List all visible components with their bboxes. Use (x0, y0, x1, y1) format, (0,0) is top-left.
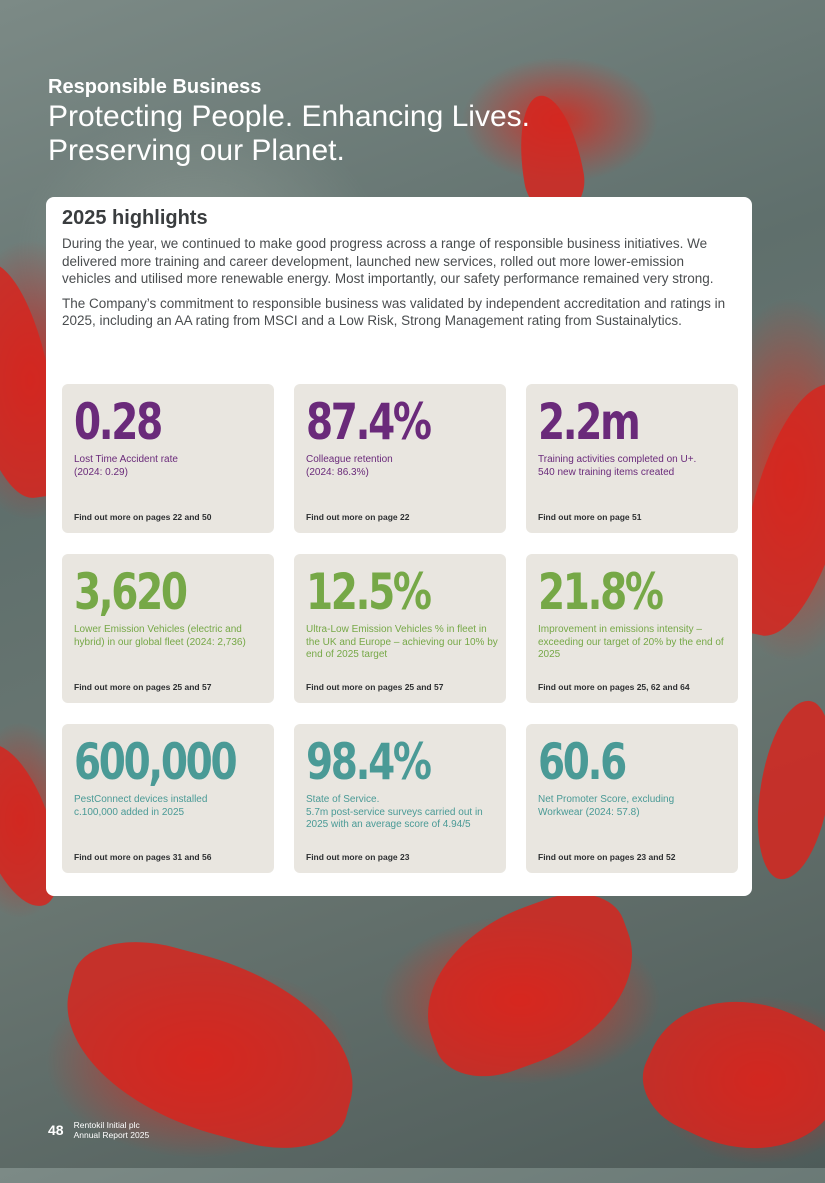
find-out-more-link[interactable]: Find out more on pages 25 and 57 (74, 682, 212, 692)
kpi-description: Improvement in emissions intensity – exceeding our target of 20% by the end of 2025 (538, 624, 724, 660)
kpi-tile-ultra-low-emission-vehicles (294, 554, 506, 703)
find-out-more-link[interactable]: Find out more on pages 25, 62 and 64 (538, 682, 690, 692)
highlights-card (46, 197, 752, 896)
kpi-tile-net-promoter-score (526, 724, 738, 873)
kpi-value: 12.5% (306, 563, 430, 621)
headline-line-2: Preserving our Planet. (48, 134, 345, 167)
intro-paragraph-1: During the year, we continued to make good progress across a range of responsible business initiatives. We delivered more training and career development, launched new services, rolled out more lower-emission vehicles and utilised more renewable energy. Most importantly, our safety performance remained very strong. (62, 236, 714, 286)
find-out-more-link[interactable]: Find out more on pages 22 and 50 (74, 512, 212, 522)
kpi-value: 2.2m (538, 393, 639, 451)
kpi-description: Lower Emission Vehicles (electric and hybrid) in our global fleet (2024: 2,736) (74, 624, 246, 648)
kpi-description: Colleague retention (2024: 86.3%) (306, 454, 393, 478)
background-leaf (752, 697, 825, 882)
footer-publication-info (74, 1120, 150, 1140)
kpi-value: 87.4% (306, 393, 430, 451)
highlights-intro (62, 235, 732, 337)
kpi-tile-emissions-intensity (526, 554, 738, 703)
footer-company: Rentokil Initial plc (73, 1120, 140, 1130)
find-out-more-link[interactable]: Find out more on page 23 (306, 852, 410, 862)
kpi-description: PestConnect devices installed c.100,000 added in 2025 (74, 794, 208, 818)
background-leaf (401, 877, 659, 1093)
find-out-more-link[interactable]: Find out more on pages 23 and 52 (538, 852, 676, 862)
kpi-description: State of Service. 5.7m post-service surveys carried out in 2025 with an average score of 4.94/5 (306, 794, 483, 830)
find-out-more-link[interactable]: Find out more on page 22 (306, 512, 410, 522)
kpi-value: 0.28 (74, 393, 161, 451)
page-number: 48 (48, 1122, 64, 1138)
kpi-value: 21.8% (538, 563, 662, 621)
kpi-tile-pestconnect-devices (62, 724, 274, 873)
footer-publication: Annual Report 2025 (73, 1130, 150, 1140)
kpi-tile-lost-time-accident-rate (62, 384, 274, 533)
kpi-description: Ultra-Low Emission Vehicles % in fleet in the UK and Europe – achieving our 10% by end of 2025 target (306, 624, 498, 660)
highlights-title: 2025 highlights (62, 207, 208, 229)
kpi-value: 3,620 (74, 563, 186, 621)
kpi-value: 600,000 (74, 733, 236, 791)
kpi-description: Net Promoter Score, excluding Workwear (2024: 57.8) (538, 794, 675, 818)
kpi-description: Training activities completed on U+. 540 new training items created (538, 454, 697, 478)
kpi-value: 60.6 (538, 733, 625, 791)
page-header (48, 74, 530, 168)
headline-line-1: Protecting People. Enhancing Lives. (48, 100, 530, 133)
background-leaf (627, 967, 825, 1183)
find-out-more-link[interactable]: Find out more on pages 25 and 57 (306, 682, 444, 692)
find-out-more-link[interactable]: Find out more on page 51 (538, 512, 642, 522)
kpi-value: 98.4% (306, 733, 430, 791)
page-footer (48, 1120, 149, 1140)
kpi-tile-training-activities (526, 384, 738, 533)
kpi-tile-lower-emission-vehicles (62, 554, 274, 703)
section-kicker: Responsible Business (48, 76, 262, 98)
intro-paragraph-2: The Company’s commitment to responsible business was validated by independent accreditation and ratings in 2025, including an AA rating from MSCI and a Low Risk, Strong Management rating from Sustainalytics. (62, 295, 726, 328)
kpi-tile-colleague-retention (294, 384, 506, 533)
kpi-description: Lost Time Accident rate (2024: 0.29) (74, 454, 178, 478)
find-out-more-link[interactable]: Find out more on pages 31 and 56 (74, 852, 212, 862)
kpi-tile-state-of-service (294, 724, 506, 873)
